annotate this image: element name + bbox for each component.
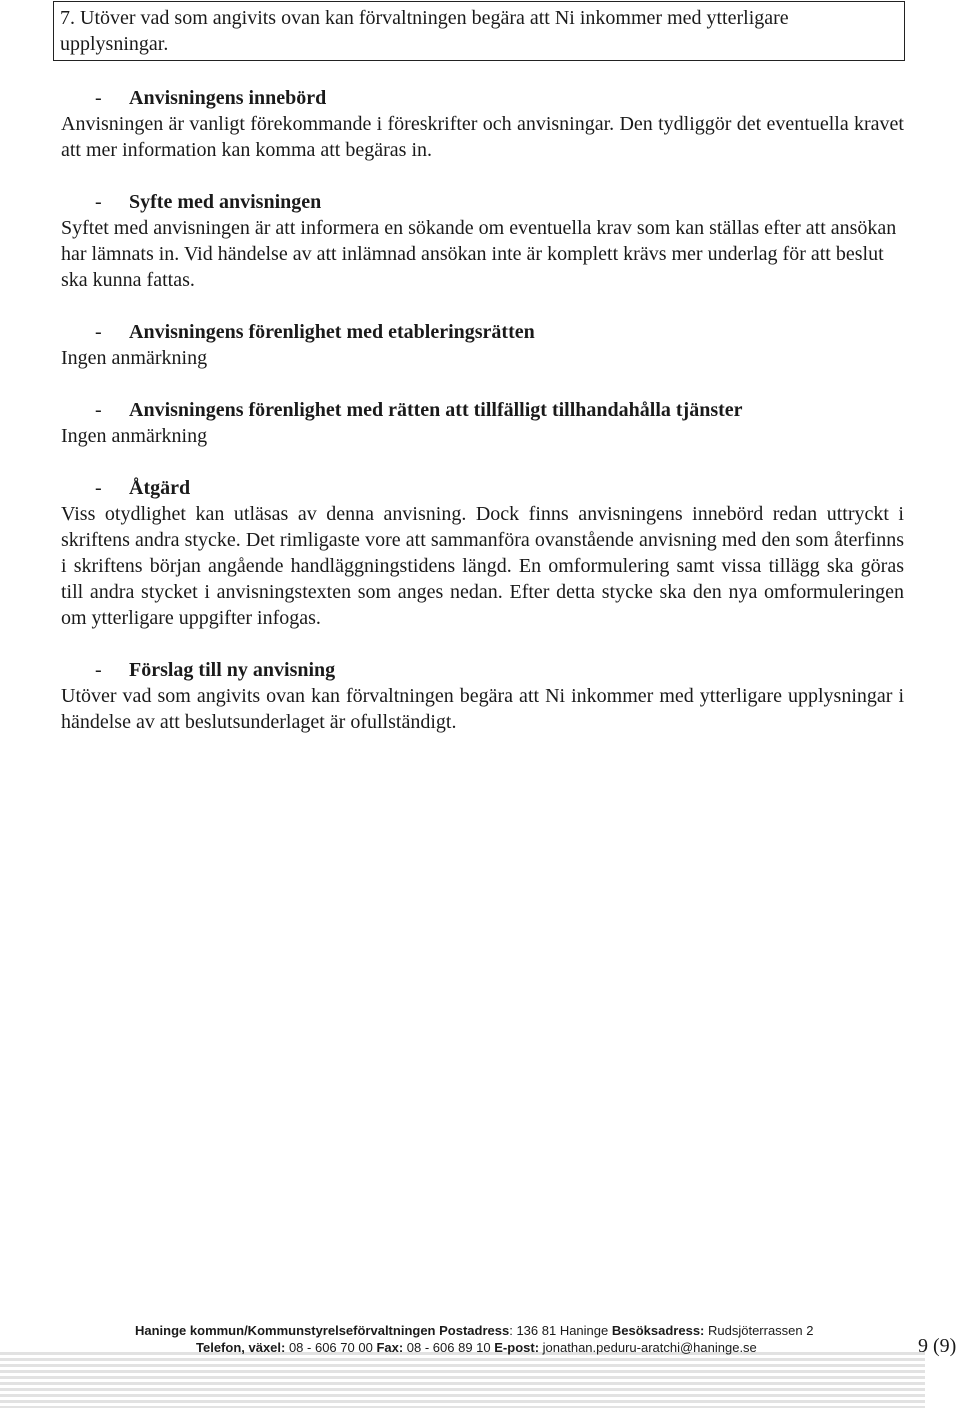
section-atgard xyxy=(61,475,904,631)
section-heading xyxy=(61,319,904,345)
heading-text: Anvisningens förenlighet med rätten att tillfälligt tillhandahålla tjänster xyxy=(129,399,743,421)
section-etablering xyxy=(61,319,904,371)
section-heading xyxy=(61,475,904,501)
footer-org: Haninge kommun/Kommunstyrelseförvaltningen xyxy=(135,1323,436,1338)
footer-postal-label: Postadress xyxy=(439,1323,510,1338)
section-body: Anvisningen är vanligt förekommande i föreskrifter och anvisningar. Den tydliggör det eventuella kravet att mer information kan komma att begäras in. xyxy=(61,113,904,161)
section-body: Syftet med anvisningen är att informera en sökande om eventuella krav som kan ställas efter att ansökan har lämnats in. Vid händelse av att inlämnad ansökan inte är komplett krävs mer underlag för att beslut ska kunna fattas. xyxy=(61,217,897,291)
heading-text: Anvisningens förenlighet med etableringsrätten xyxy=(129,321,535,343)
footer-visit-label: Besöksadress: xyxy=(611,1323,705,1338)
heading-dash: - xyxy=(95,321,102,343)
heading-dash: - xyxy=(95,87,102,109)
page-number: 9 (9) xyxy=(918,1335,957,1357)
heading-dash: - xyxy=(95,191,102,213)
footer-fax-value: 08 - 606 89 10 xyxy=(403,1340,491,1355)
section-innebord xyxy=(61,85,904,163)
heading-text: Anvisningens innebörd xyxy=(129,87,327,109)
heading-text: Åtgärd xyxy=(129,477,191,499)
section-body: Ingen anmärkning xyxy=(61,425,208,447)
footer-stripe-decoration xyxy=(0,1352,925,1408)
section-tjanster xyxy=(61,397,904,449)
section-heading xyxy=(61,85,904,111)
footer-visit-value: Rudsjöterrassen 2 xyxy=(704,1323,814,1338)
boxed-item-text: 7. Utöver vad som angivits ovan kan förvaltningen begära att Ni inkommer med ytterligare upplysningar. xyxy=(60,7,789,55)
section-heading xyxy=(61,657,904,683)
section-heading xyxy=(61,189,904,215)
footer-postal-value: : 136 81 Haninge xyxy=(509,1323,609,1338)
section-syfte xyxy=(61,189,904,293)
section-body: Viss otydlighet kan utläsas av denna anvisning. Dock finns anvisningens innebörd redan uttryckt i skriftens andra stycke. Det rimligaste vore att sammanföra ovanstående anvisning med den som återfinns i skriftens början angående handläggningstidens längd. En omformulering samt vissa tillägg ska göras till andra stycket i anvisningstexten som anges nedan. Efter detta stycke ska den nya omformuleringen om ytterligare uppgifter infogas. xyxy=(61,503,904,629)
footer-contact-line xyxy=(196,1339,757,1357)
footer-email-value: jonathan.peduru-aratchi@haninge.se xyxy=(539,1340,757,1355)
section-body: Ingen anmärkning xyxy=(61,347,208,369)
boxed-list-item xyxy=(53,1,905,61)
heading-text: Förslag till ny anvisning xyxy=(129,659,336,681)
heading-dash: - xyxy=(95,399,102,421)
heading-dash: - xyxy=(95,477,102,499)
footer-phone-value: 08 - 606 70 00 xyxy=(285,1340,373,1355)
footer-address-line xyxy=(135,1322,814,1340)
footer-phone-label: Telefon, växel: xyxy=(196,1340,286,1355)
footer-fax-label: Fax: xyxy=(376,1340,404,1355)
section-forslag xyxy=(61,657,904,735)
heading-text: Syfte med anvisningen xyxy=(129,191,322,213)
section-heading xyxy=(61,397,904,423)
footer-email-label: E-post: xyxy=(494,1340,540,1355)
heading-dash: - xyxy=(95,659,102,681)
section-body: Utöver vad som angivits ovan kan förvaltningen begära att Ni inkommer med ytterligare upplysningar i händelse av att beslutsunderlaget är ofullständigt. xyxy=(61,685,904,733)
